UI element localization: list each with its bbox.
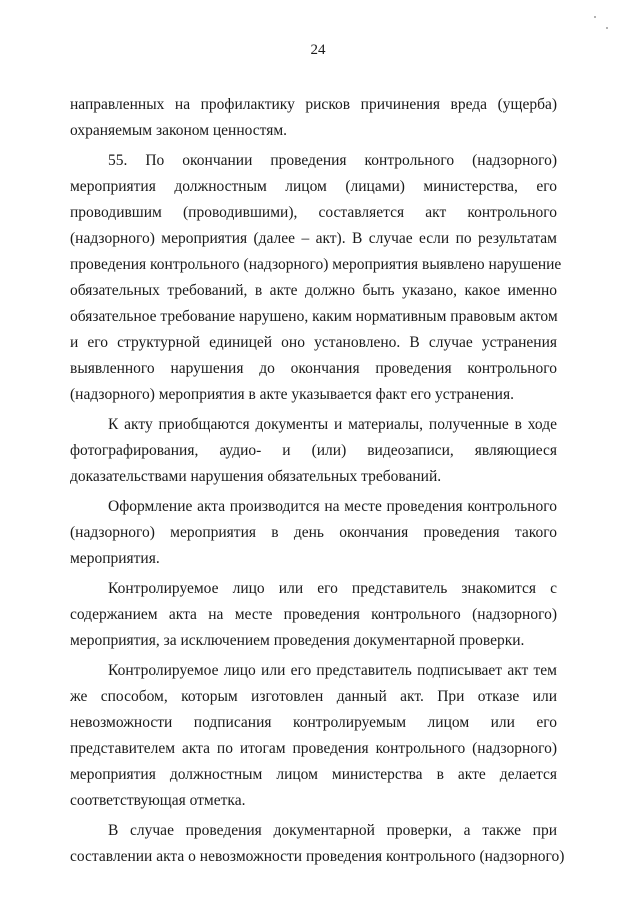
text-line: представителем акта по итогам проведения контрольного (надзорного) bbox=[70, 740, 557, 757]
text-line: Оформление акта производится на месте проведения контрольного bbox=[108, 498, 557, 515]
paragraph bbox=[70, 412, 557, 490]
text-line: проведения контрольного (надзорного) мероприятия выявлено нарушение bbox=[70, 256, 562, 273]
text-line: выявленного нарушения до окончания проведения контрольного bbox=[70, 360, 557, 377]
text-line: фотографирования, аудио- и (или) видеозаписи, являющиеся bbox=[70, 442, 557, 459]
paragraph bbox=[70, 818, 565, 870]
text-line: Контролируемое лицо или его представитель знакомится с bbox=[108, 580, 557, 597]
text-line: невозможности подписания контролируемым лицом или его bbox=[70, 714, 557, 731]
text-line: составлении акта о невозможности проведения контрольного (надзорного) bbox=[70, 848, 565, 865]
text-line: охраняемым законом ценностям. bbox=[70, 122, 288, 139]
paragraph bbox=[70, 658, 557, 814]
text-line: проводившим (проводившими), составляется акт контрольного bbox=[70, 204, 557, 221]
text-line: мероприятия должностным лицом министерства в акте делается bbox=[70, 766, 557, 783]
document-body bbox=[70, 92, 565, 874]
text-line: Контролируемое лицо или его представитель подписывает акт тем bbox=[108, 662, 557, 679]
text-line: В случае проведения документарной проверки, а также при bbox=[108, 822, 557, 839]
text-line: обязательных требований, в акте должно быть указано, какое именно bbox=[70, 282, 557, 299]
text-line: соответствующая отметка. bbox=[70, 792, 246, 809]
paragraph bbox=[70, 92, 557, 144]
paragraph bbox=[70, 148, 562, 408]
text-line: же способом, которым изготовлен данный акт. При отказе или bbox=[70, 688, 557, 705]
text-line: содержанием акта на месте проведения контрольного (надзорного) bbox=[70, 606, 557, 623]
text-line: мероприятия должностным лицом (лицами) министерства, его bbox=[70, 178, 557, 195]
text-line: обязательное требование нарушено, каким нормативным правовым актом bbox=[70, 308, 558, 325]
paragraph bbox=[70, 576, 557, 654]
scan-speck bbox=[594, 16, 596, 18]
text-line: доказательствами нарушения обязательных требований. bbox=[70, 468, 442, 485]
paragraph bbox=[70, 494, 557, 572]
page-number: 24 bbox=[310, 42, 326, 58]
text-line: (надзорного) мероприятия в день окончания проведения такого bbox=[70, 524, 557, 541]
text-line: (надзорного) мероприятия в акте указывается факт его устранения. bbox=[70, 386, 514, 403]
text-line: и его структурной единицей оно установлено. В случае устранения bbox=[70, 334, 557, 351]
text-line: мероприятия, за исключением проведения документарной проверки. bbox=[70, 632, 525, 649]
text-line: (надзорного) мероприятия (далее – акт). В случае если по результатам bbox=[70, 230, 557, 247]
text-line: мероприятия. bbox=[70, 550, 160, 567]
text-line: К акту приобщаются документы и материалы, полученные в ходе bbox=[108, 416, 557, 433]
text-line: 55. По окончании проведения контрольного (надзорного) bbox=[108, 152, 557, 169]
scan-speck bbox=[606, 27, 608, 29]
text-line: направленных на профилактику рисков причинения вреда (ущерба) bbox=[70, 96, 557, 113]
